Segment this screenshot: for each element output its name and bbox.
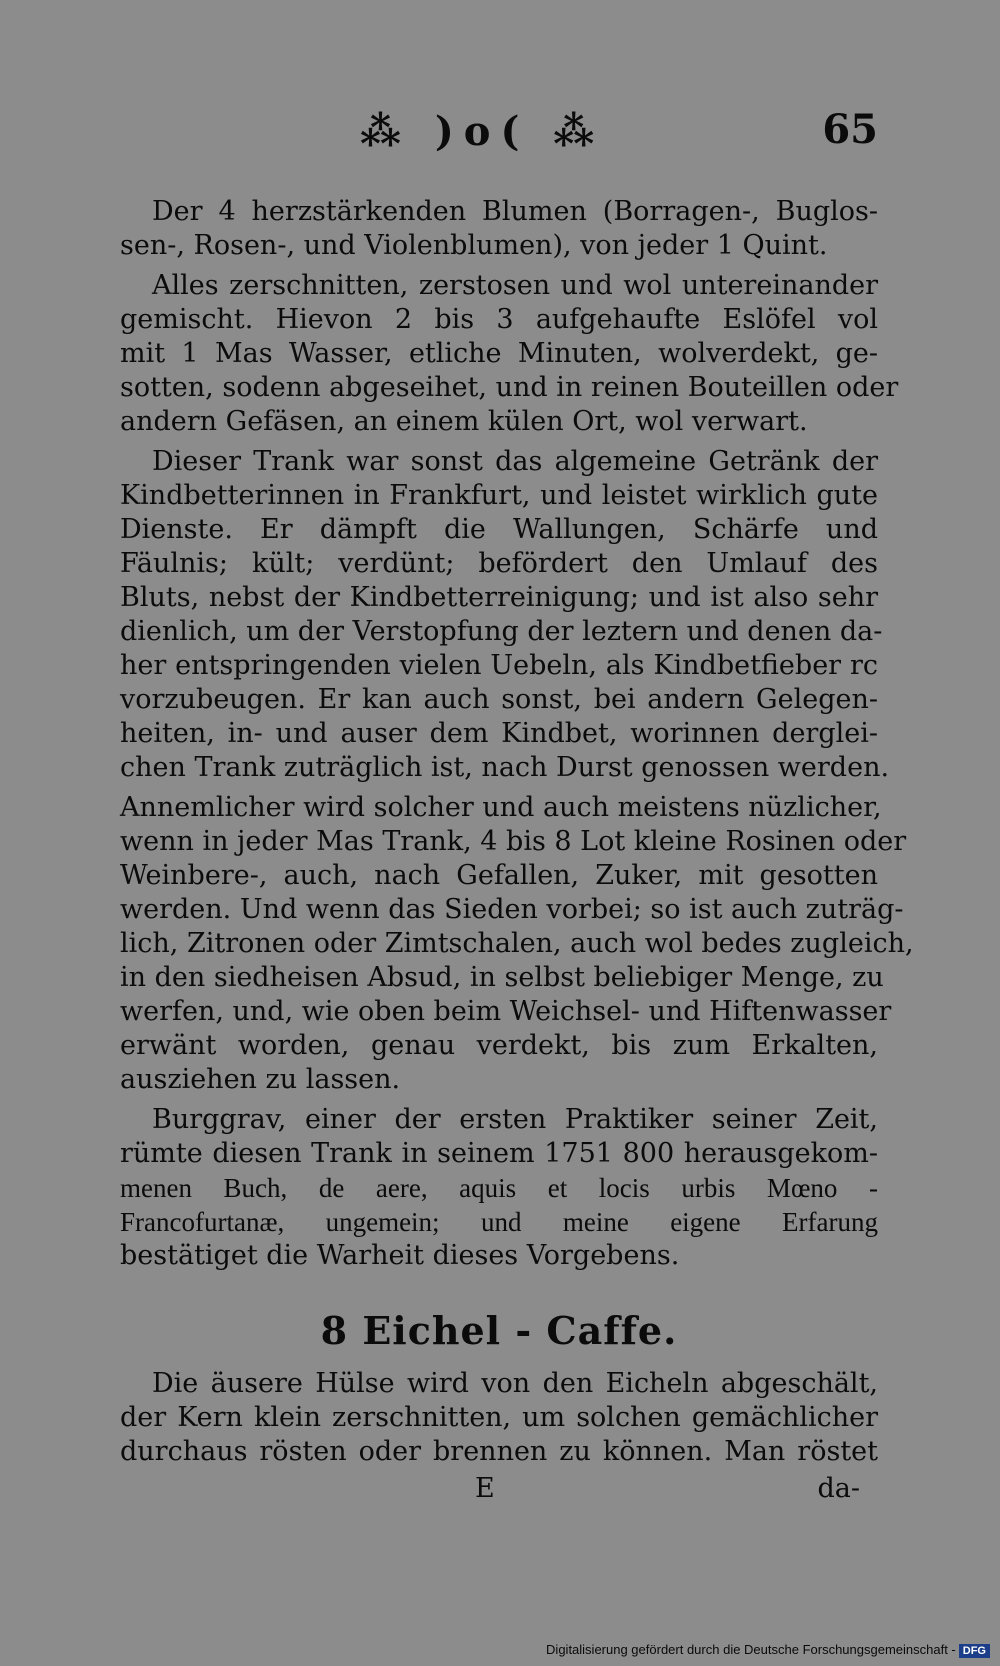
text-line: dienlich, um der Verstopfung der leztern und denen da- (120, 616, 883, 647)
signature-mark: E (475, 1473, 495, 1504)
digitization-credit (546, 1642, 990, 1658)
text-line: chen Trank zuträglich ist, nach Durst genossen werden. (120, 752, 890, 783)
running-head: ⁂ )o( ⁂ (360, 108, 605, 155)
paragraph-1 (120, 195, 878, 263)
paragraph-3 (120, 445, 890, 785)
text-line: Burggrav, einer der ersten Praktiker seiner Zeit, (152, 1104, 878, 1135)
paragraph-4 (120, 791, 914, 1097)
text-line: durchaus rösten oder brennen zu können. Man röstet (120, 1436, 878, 1467)
paragraph-5 (120, 1103, 878, 1273)
text-line: heiten, in- und auser dem Kindbet, worinnen derglei- (120, 718, 878, 749)
text-line: ausziehen zu lassen. (120, 1064, 401, 1095)
text-line: rümte diesen Trank in seinem 1751 800 herausgekom- (120, 1138, 878, 1169)
text-line: werfen, und, wie oben beim Weichsel- und Hiftenwasser (120, 996, 892, 1027)
section-paragraph (120, 1367, 878, 1469)
text-line: Bluts, nebst der Kindbetterreinigung; und ist also sehr (120, 582, 878, 613)
text-line: gemischt. Hievon 2 bis 3 aufgehaufte Eslöfel vol (120, 304, 878, 335)
dfg-logo: DFG (959, 1644, 990, 1658)
credit-text: Digitalisierung gefördert durch die Deutsche Forschungsgemeinschaft - (546, 1642, 956, 1658)
text-line: Weinbere-, auch, nach Gefallen, Zuker, mit gesotten (120, 860, 878, 891)
text-line: her entspringenden vielen Uebeln, als Kindbetfieber rc (120, 650, 878, 681)
text-line: Annemlicher wird solcher und auch meistens nüzlicher, (120, 792, 882, 823)
text-line: mit 1 Mas Wasser, etliche Minuten, wolverdekt, ge- (120, 338, 878, 369)
text-line: Die äusere Hülse wird von den Eicheln abgeschält, (152, 1368, 878, 1399)
text-line: der Kern klein zerschnitten, um solchen gemächlicher (120, 1402, 878, 1433)
text-line: lich, Zitronen oder Zimtschalen, auch wol bedes zugleich, (120, 928, 914, 959)
text-line: in den siedheisen Absud, in selbst beliebiger Menge, zu (120, 962, 884, 993)
text-line: Dieser Trank war sonst das algemeine Getränk der (152, 446, 878, 477)
text-line: bestätiget die Warheit dieses Vorgebens. (120, 1240, 680, 1271)
text-line: andern Gefäsen, an einem külen Ort, wol verwart. (120, 406, 808, 437)
text-line: sotten, sodenn abgeseihet, und in reinen Bouteillen oder (120, 372, 899, 403)
catchword: da- (817, 1473, 860, 1504)
catchword-row (120, 1473, 878, 1513)
text-line: Kindbetterinnen in Frankfurt, und leistet wirklich gute (120, 480, 878, 511)
text-line: werden. Und wenn das Sieden vorbei; so ist auch zuträg- (120, 894, 904, 925)
text-line: erwänt worden, genau verdekt, bis zum Erkalten, (120, 1030, 878, 1061)
section-heading: 8 Eichel - Caffe. (320, 1308, 678, 1353)
text-line: sen-, Rosen-, und Violenblumen), von jeder 1 Quint. (120, 230, 828, 261)
text-line: wenn in jeder Mas Trank, 4 bis 8 Lot kleine Rosinen oder (120, 826, 907, 857)
text-line: Dienste. Er dämpft die Wallungen, Schärfe und (120, 514, 878, 545)
body-text (120, 195, 914, 1475)
page-number: 65 (822, 106, 878, 153)
text-line: Der 4 herzstärkenden Blumen (Borragen-, Buglos- (152, 196, 878, 227)
text-line: Fäulnis; kült; verdünt; befördert den Umlauf des (120, 548, 878, 579)
text-line: Alles zerschnitten, zerstosen und wol untereinander (152, 270, 878, 301)
paragraph-2 (120, 269, 899, 439)
text-line: vorzubeugen. Er kan auch sonst, bei andern Gelegen- (120, 684, 878, 715)
text-line: Francofurtanæ, ungemein; und meine eigene Erfarung (120, 1207, 878, 1237)
text-line: menen Buch, de aere, aquis et locis urbis Mœno - (120, 1173, 878, 1203)
